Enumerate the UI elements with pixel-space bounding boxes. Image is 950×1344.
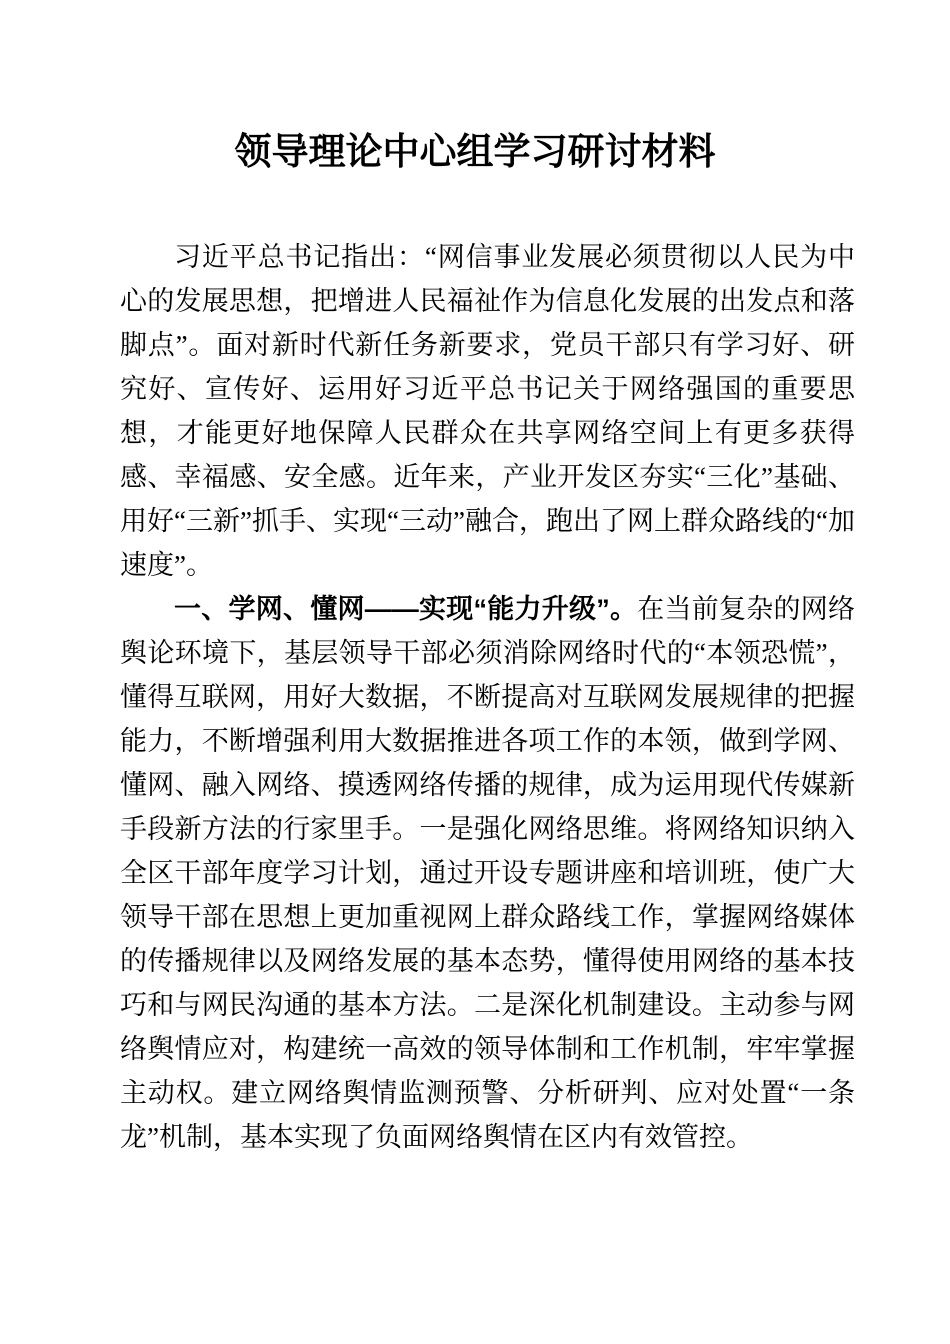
section-1-heading: 一、学网、懂网——实现“能力升级”。 [174, 594, 638, 624]
document-title: 领导理论中心组学习研讨材料 [234, 132, 716, 173]
paragraph-section-1 [120, 587, 855, 1159]
paragraph-intro [120, 235, 855, 587]
document-body [120, 171, 855, 1159]
paragraph-section-1-text: 在当前复杂的网络舆论环境下，基层领导干部必须消除网络时代的“本领恐慌”，懂得互联网，用好大数据，不断提高对互联网发展规律的把握能力，不断增强利用大数据推进各项工作的本领，做到学网、懂网、融入网络、摸透网络传播的规律，成为运用现代传媒新手段新方法的行家里手。一是强化网络思维。将网络知识纳入全区干部年度学习计划，通过开设专题讲座和培训班，使广大领导干部在思想上更加重视网上群众路线工作，掌握网络媒体的传播规律以及网络发展的基本态势，懂得使用网络的基本技巧和与网民沟通的基本方法。二是深化机制建设。主动参与网络舆情应对，构建统一高效的领导体制和工作机制，牢牢掌握主动权。建立网络舆情监测预警、分析研判、应对处置“一条龙”机制，基本实现了负面网络舆情在区内有效管控。 [120, 594, 855, 1152]
paragraph-intro-text: 习近平总书记指出：“网信事业发展必须贯彻以人民为中心的发展思想，把增进人民福祉作为信息化发展的出发点和落脚点”。面对新时代新任务新要求，党员干部只有学习好、研究好、宣传好、运用好习近平总书记关于网络强国的重要思想，才能更好地保障人民群众在共享网络空间上有更多获得感、幸福感、安全感。近年来，产业开发区夯实“三化”基础、用好“三新”抓手、实现“三动”融合，跑出了网上群众路线的“加速度”。 [120, 242, 855, 580]
